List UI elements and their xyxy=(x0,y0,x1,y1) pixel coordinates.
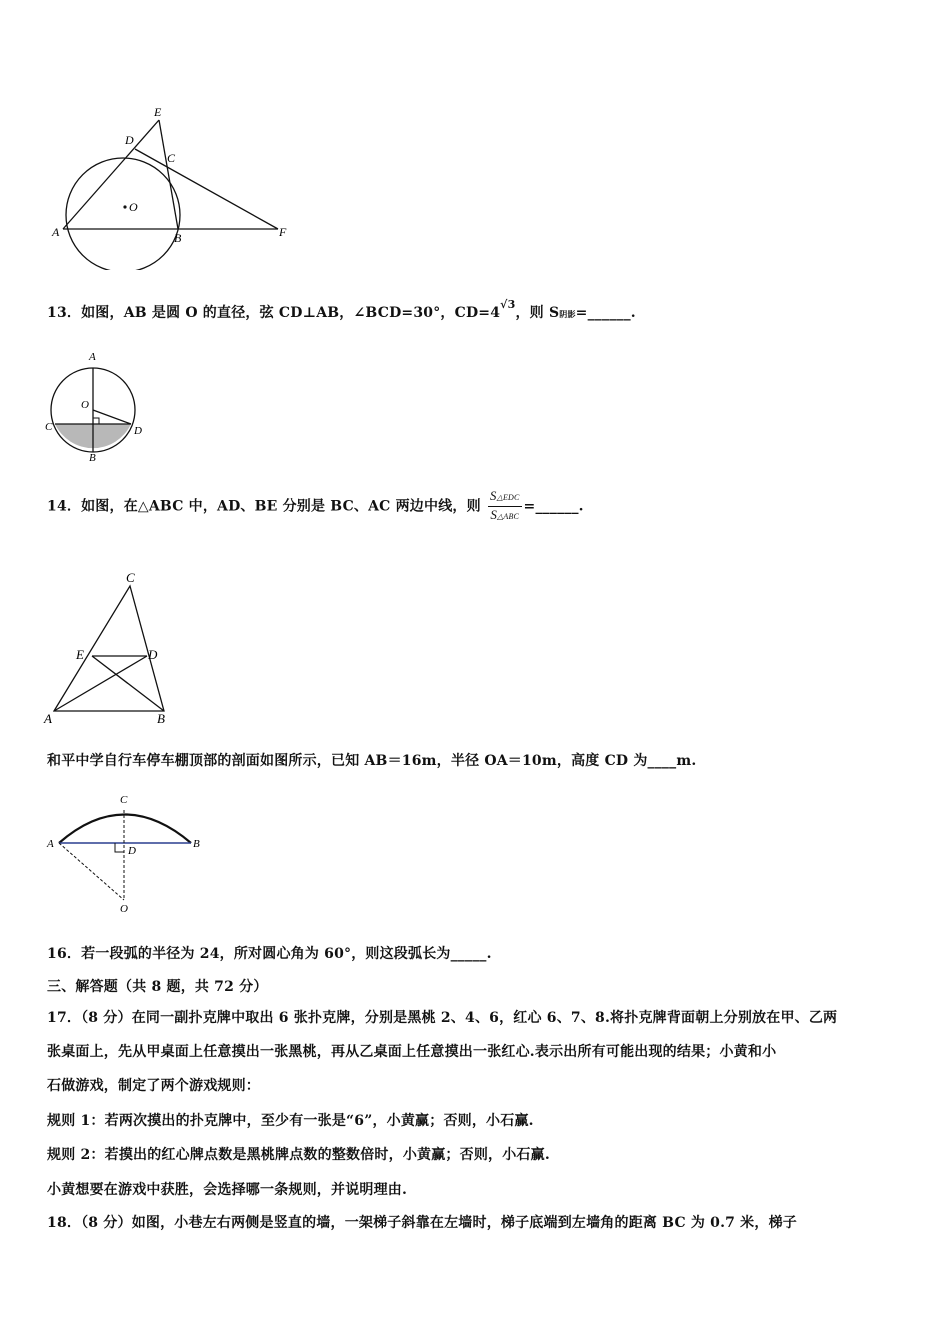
label-e: E xyxy=(154,105,162,119)
line-df xyxy=(135,149,278,229)
q13-sqrt: √3 xyxy=(500,298,516,311)
q16-number: 16． xyxy=(47,946,82,962)
label-c: C xyxy=(126,570,135,585)
label-b: B xyxy=(193,838,200,850)
q13-text-a: 如图，AB 是圆 O 的直径，弦 CD⊥AB，∠BCD=30°，CD=4 xyxy=(81,305,501,321)
q17-rule-2: 规则 2：若摸出的红心牌点数是黑桃牌点数的整数倍时，小黄赢；否则，小石赢. xyxy=(47,1147,550,1163)
q14-fraction xyxy=(488,488,522,525)
q15-text: 和平中学自行车停车棚顶部的剖面如图所示，已知 AB＝16m，半径 OA＝10m，高度 CD 为____m. xyxy=(47,753,697,769)
q14-number: 14． xyxy=(47,498,82,515)
median-ad xyxy=(54,656,147,711)
label-o: O xyxy=(129,200,138,214)
figure-q13-shaded-circle xyxy=(45,348,150,463)
label-b: B xyxy=(89,452,96,463)
q17-line-3: 石做游戏，制定了两个游戏规则： xyxy=(47,1078,260,1094)
label-b: B xyxy=(157,711,165,726)
right-angle-mark xyxy=(93,418,99,424)
center-dot xyxy=(123,205,126,208)
q16-text: 若一段弧的半径为 24，所对圆心角为 60°，则这段弧长为_____. xyxy=(81,946,492,962)
frac-den-sub: △ABC xyxy=(497,512,520,521)
label-a: A xyxy=(52,225,60,239)
line-eb xyxy=(159,120,178,229)
label-f: F xyxy=(279,225,287,239)
line-ae xyxy=(63,120,159,229)
arc-ab xyxy=(59,815,191,844)
frac-num-s: S xyxy=(489,488,497,503)
label-a: A xyxy=(47,838,54,850)
label-c: C xyxy=(45,421,53,433)
label-o: O xyxy=(81,399,89,411)
frac-num-sub: △EDC xyxy=(496,493,520,502)
q17-line-2: 张桌面上，先从甲桌面上任意摸出一张黑桃，再从乙桌面上任意摸出一张红心.表示出所有可能出现的结果；小黄和小 xyxy=(47,1044,777,1060)
frac-den-s: S xyxy=(490,507,498,522)
figure-q14-triangle xyxy=(42,568,177,728)
label-e: E xyxy=(76,647,84,662)
question-14 xyxy=(47,488,584,525)
label-d: D xyxy=(128,845,136,857)
q17-line-1: 17．（8 分）在同一副扑克牌中取出 6 张扑克牌，分别是黑桃 2、4、6，红心 6、7、8.将扑克牌背面朝上分别放在甲、乙两 xyxy=(47,1010,838,1026)
label-d: D xyxy=(148,647,158,662)
q13-sub: 阴影 xyxy=(559,309,576,319)
label-b: B xyxy=(174,231,182,245)
q14-text-b: =______. xyxy=(523,498,584,515)
question-15 xyxy=(47,750,696,770)
question-13 xyxy=(47,298,636,322)
label-d: D xyxy=(125,133,134,147)
figure-circle-secant xyxy=(50,100,300,270)
label-o: O xyxy=(120,903,128,915)
label-a: A xyxy=(44,711,52,726)
label-d: D xyxy=(134,425,142,437)
q14-text-a: 如图，在△ABC 中，AD、BE 分别是 BC、AC 两边中线，则 xyxy=(81,498,481,515)
segment-ao xyxy=(59,843,124,900)
label-c: C xyxy=(167,151,176,165)
q13-text-b: ，则 S xyxy=(515,305,560,321)
circle-o xyxy=(66,158,180,270)
q13-text-c: =______. xyxy=(575,305,636,321)
q17-rule-1: 规则 1：若两次摸出的扑克牌中，至少有一张是“6”，小黄赢；否则，小石赢. xyxy=(47,1113,534,1129)
label-a: A xyxy=(89,351,96,363)
right-angle-mark xyxy=(115,843,124,852)
question-16 xyxy=(47,943,492,963)
q17-ask: 小黄想要在游戏中获胜，会选择哪一条规则，并说明理由. xyxy=(47,1182,408,1198)
median-be xyxy=(92,656,164,711)
label-c: C xyxy=(120,794,128,806)
figure-q15-arc xyxy=(45,788,210,918)
q18-line-1: 18．（8 分）如图，小巷左右两侧是竖直的墙，一架梯子斜靠在左墙时，梯子底端到左墙角的距离 BC 为 0.7 米，梯子 xyxy=(47,1215,797,1231)
section-3-heading: 三、解答题（共 8 题，共 72 分） xyxy=(47,979,268,995)
q13-number: 13． xyxy=(47,305,82,321)
